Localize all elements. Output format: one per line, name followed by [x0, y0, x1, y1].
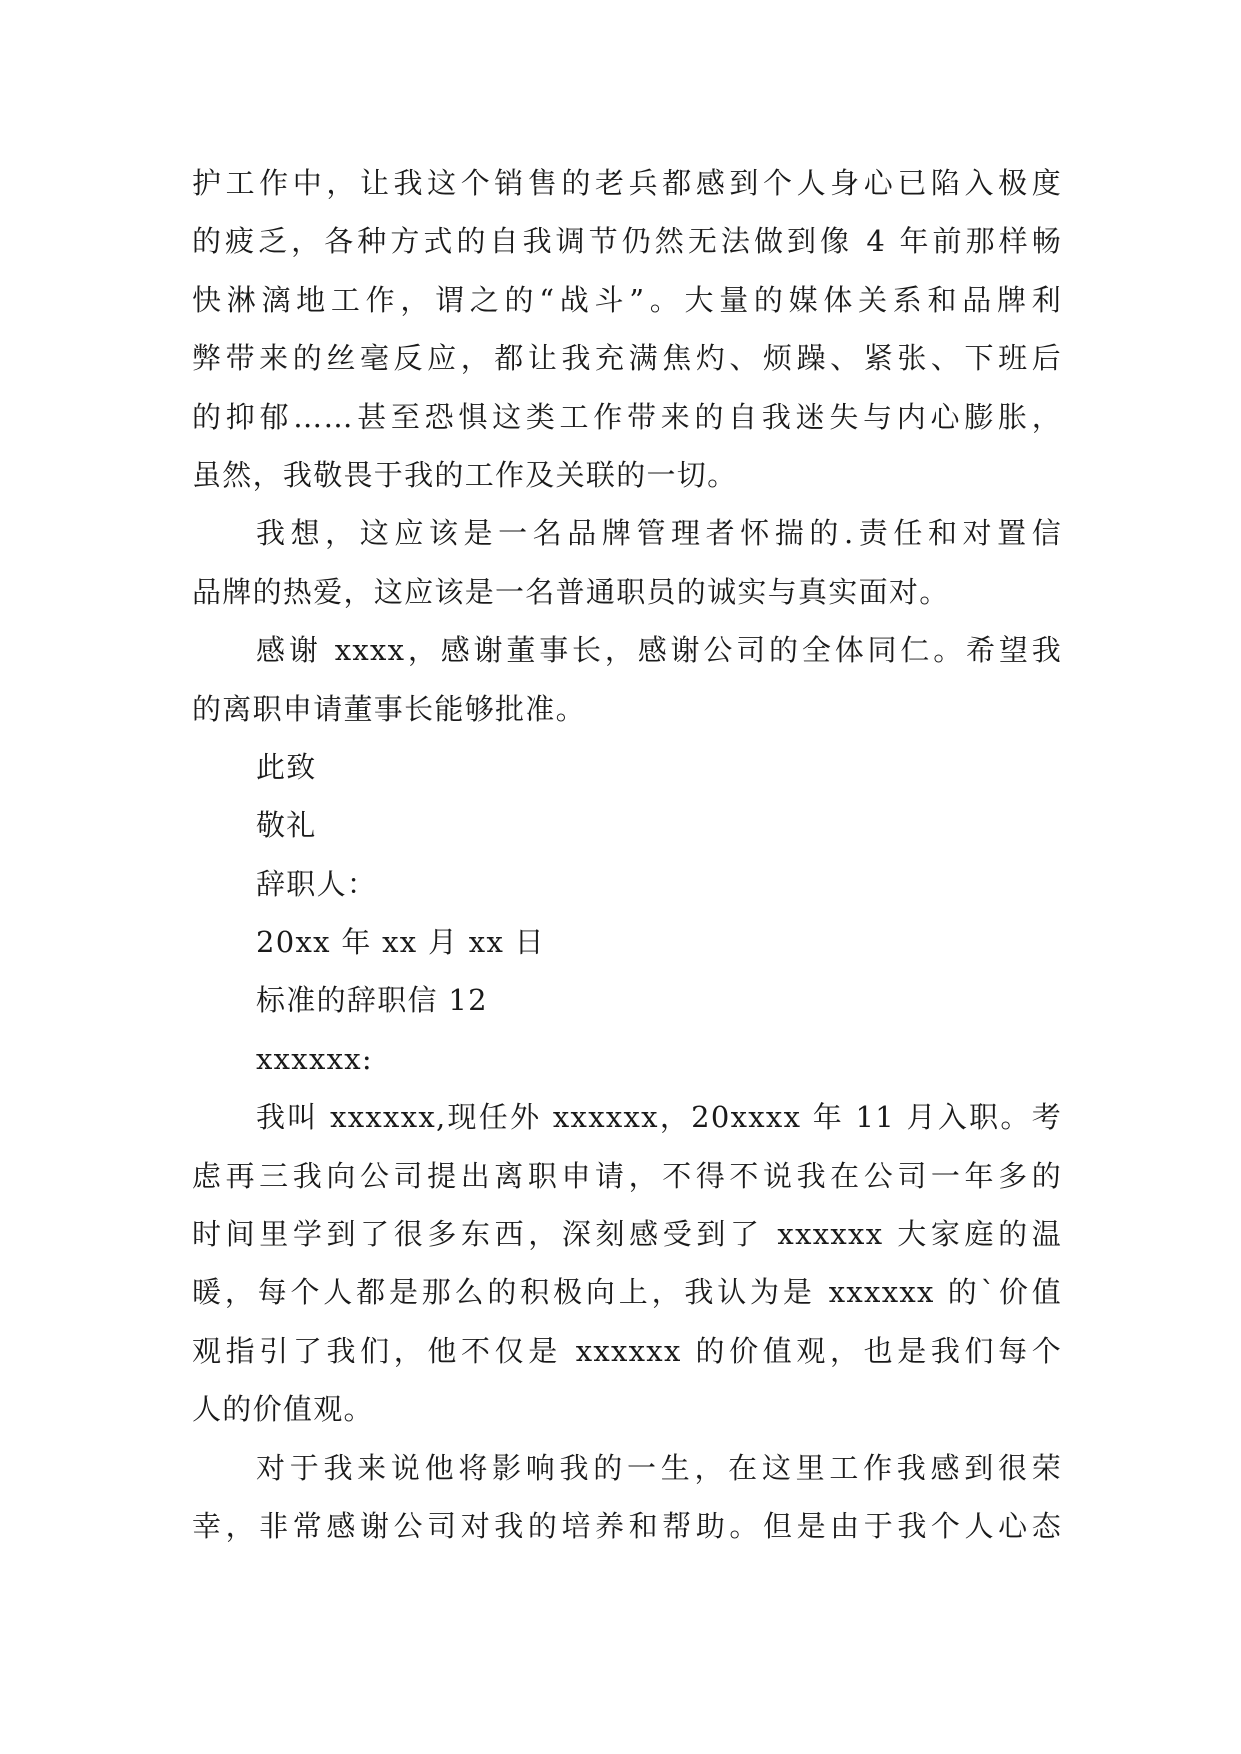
text-line: 感谢 xxxx，感谢董事长，感谢公司的全体同仁。希望我	[256, 633, 1062, 668]
text-line: 幸，非常感谢公司对我的培养和帮助。但是由于我个人心态	[192, 1508, 1062, 1543]
text-line: 20xx 年 xx 月 xx 日	[256, 925, 545, 960]
text-line: 的疲乏，各种方式的自我调节仍然无法做到像 4 年前那样畅	[192, 224, 1062, 259]
text-line: 我叫 xxxxxx,现任外 xxxxxx，20xxxx 年 11 月入职。考	[256, 1100, 1062, 1135]
text-line: 暖，每个人都是那么的积极向上，我认为是 xxxxxx 的`价值	[192, 1275, 1062, 1310]
text-line: 对于我来说他将影响我的一生，在这里工作我感到很荣	[256, 1450, 1062, 1485]
text-line: 观指引了我们，他不仅是 xxxxxx 的价值观，也是我们每个	[192, 1333, 1062, 1368]
text-line: 此致	[256, 749, 317, 784]
text-line: 我想，这应该是一名品牌管理者怀揣的.责任和对置信	[256, 516, 1062, 551]
text-line: 护工作中，让我这个销售的老兵都感到个人身心已陷入极度	[192, 166, 1062, 200]
text-line: 人的价值观。	[192, 1392, 374, 1427]
text-line: 品牌的热爱，这应该是一名普通职员的诚实与真实面对。	[192, 574, 950, 609]
text-line: 弊带来的丝毫反应，都让我充满焦灼、烦躁、紧张、下班后	[192, 341, 1062, 376]
document-body	[192, 154, 1062, 1555]
text-line: 敬礼	[256, 808, 317, 843]
text-line: 的离职申请董事长能够批准。	[192, 691, 586, 726]
text-line: 虑再三我向公司提出离职申请，不得不说我在公司一年多的	[192, 1158, 1062, 1193]
text-line: 虽然，我敬畏于我的工作及关联的一切。	[192, 457, 738, 492]
text-line: 辞职人：	[256, 866, 378, 901]
text-line: 快淋漓地工作，谓之的“战斗”。大量的媒体关系和品牌利	[192, 282, 1062, 317]
text-line: 标准的辞职信 12	[256, 983, 488, 1018]
text-line: 时间里学到了很多东西，深刻感受到了 xxxxxx 大家庭的温	[192, 1217, 1062, 1252]
text-line: xxxxxx:	[256, 1041, 374, 1076]
text-line: 的抑郁……甚至恐惧这类工作带来的自我迷失与内心膨胀，	[192, 399, 1062, 434]
